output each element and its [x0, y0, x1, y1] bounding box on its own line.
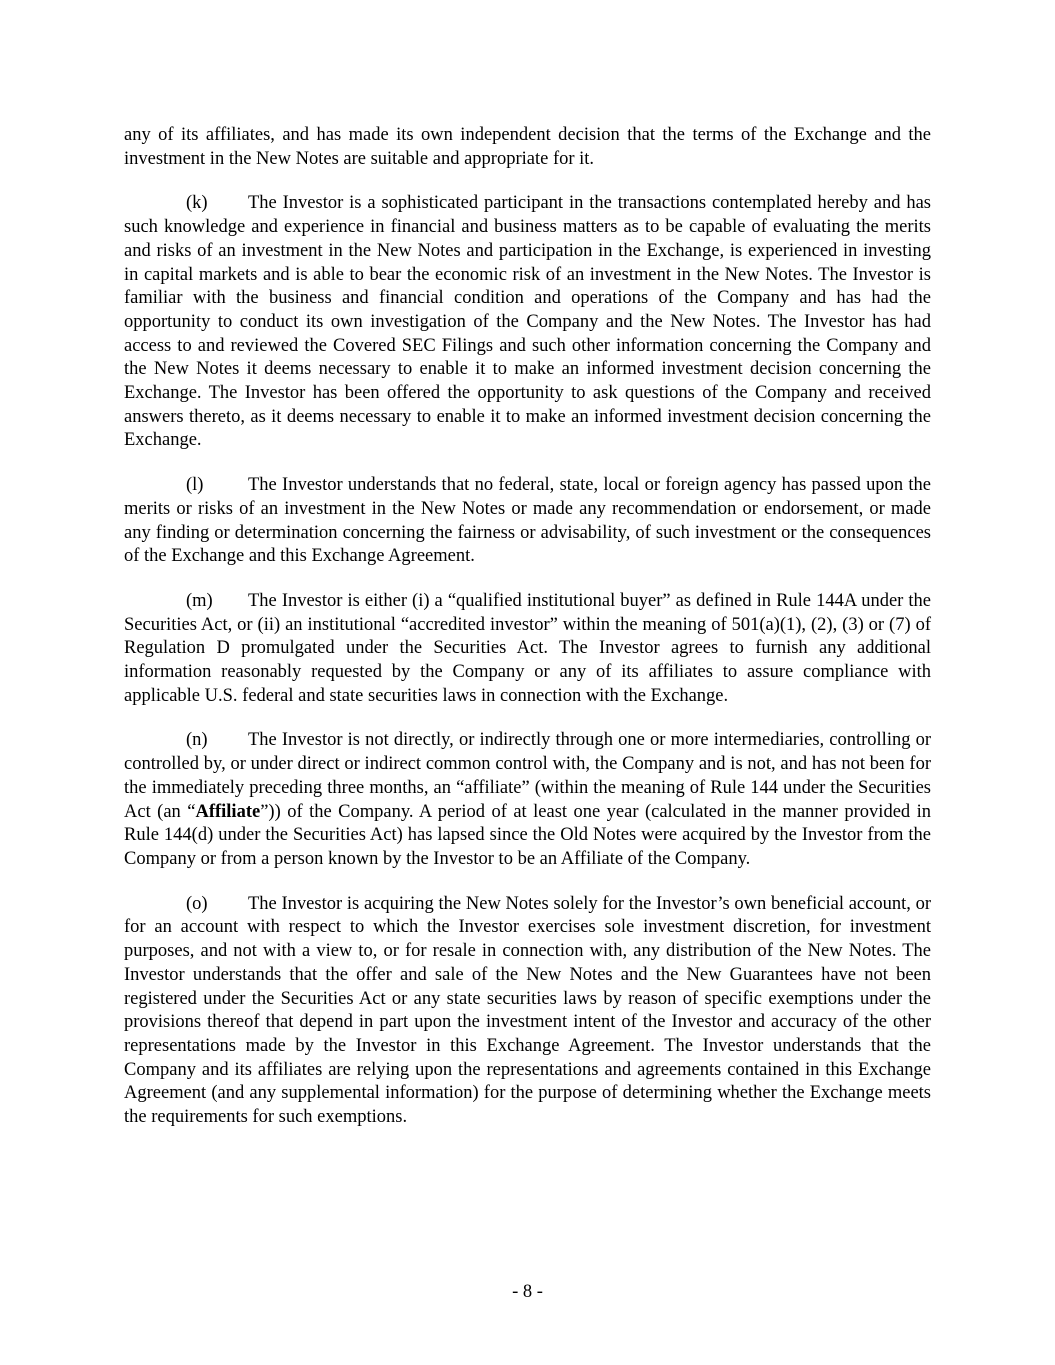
paragraph-l [124, 474, 931, 569]
paragraph-marker-m: (m) [186, 590, 213, 611]
defined-term-affiliate: Affiliate [195, 801, 261, 822]
paragraph-m [124, 590, 931, 709]
page-number: - 8 - [512, 1282, 543, 1302]
intro-paragraph: any of its affiliates, and has made its own independent decision that the terms of the Exchange and the investment in the New Notes are suitable and appropriate for it. [124, 125, 931, 169]
paragraph-marker-o: (o) [186, 893, 208, 914]
paragraph-k [124, 192, 931, 453]
paragraph-marker-k: (k) [186, 193, 208, 214]
paragraph-n-text-after: ”)) of the Company. A period of at least one year (calculated in the manner provided in Rule 144(d) under the Securities Act) has lapsed since the Old Notes were acquired by the Investor from the Company or from a person known by the Investor to be an Affiliate of the Company. [124, 801, 931, 869]
paragraph-k-text: The Investor is a sophisticated participant in the transactions contemplated hereby and has such knowledge and experience in financial and business matters as to be capable of evaluating the merits and risks of an investment in the New Notes and participation in the Exchange, is experienced in investing in capital markets and is able to bear the economic risk of an investment in the New Notes. The Investor is familiar with the business and financial condition and operations of the Company and has had the opportunity to conduct its own investigation of the Company and the New Notes. The Investor has had access to and reviewed the Covered SEC Filings and such other information concerning the Company and the New Notes it deems necessary to enable it to make an informed investment decision concerning the Exchange. The Investor has been offered the opportunity to ask questions of the Company and received answers thereto, as it deems necessary to enable it to make an informed investment decision concerning the Exchange. [124, 193, 931, 451]
paragraph-m-text: The Investor is either (i) a “qualified institutional buyer” as defined in Rule 144A under the Securities Act, or (ii) an institutional “accredited investor” within the meaning of 501(a)(1), (2), (3) or (7) of Regulation D promulgated under the Securities Act. The Investor agrees to furnish any additional information reasonably requested by the Company or any of its affiliates to assure compliance with applicable U.S. federal and state securities laws in connection with the Exchange. [124, 590, 931, 706]
paragraph-n [124, 729, 931, 871]
paragraph-l-text: The Investor understands that no federal, state, local or foreign agency has passed upon the merits or risks of an investment in the New Notes or made any recommendation or endorsement, or made any finding or determination concerning the fairness or advisability, of such investment or the consequences of the Exchange and this Exchange Agreement. [124, 475, 931, 567]
paragraph-marker-n: (n) [186, 730, 208, 751]
paragraph-n-text-before: The Investor is not directly, or indirectly through one or more intermediaries, controlling or controlled by, or under direct or indirect common control with, the Company and is not, and has not been for the immediately preceding three months, an “affiliate” (within the meaning of Rule 144 under the Securities Act (an “ [124, 730, 931, 822]
document-page-body [124, 124, 931, 1151]
paragraph-o-text: The Investor is acquiring the New Notes solely for the Investor’s own beneficial account, or for an account with respect to which the Investor exercises sole investment discretion, for investment purposes, and not with a view to, or for resale in connection with, any distribution of the New Notes. The Investor understands that the offer and sale of the New Notes and the New Guarantees have not been registered under the Securities Act or any state securities laws by reason of specific exemptions under the provisions thereof that depend in part upon the investment intent of the Investor and accuracy of the other representations made by the Investor in this Exchange Agreement. The Investor understands that the Company and its affiliates are relying upon the representations and agreements contained in this Exchange Agreement (and any supplemental information) for the purpose of determining whether the Exchange meets the requirements for such exemptions. [124, 893, 931, 1128]
paragraph-o [124, 893, 931, 1130]
paragraph-marker-l: (l) [186, 475, 204, 496]
